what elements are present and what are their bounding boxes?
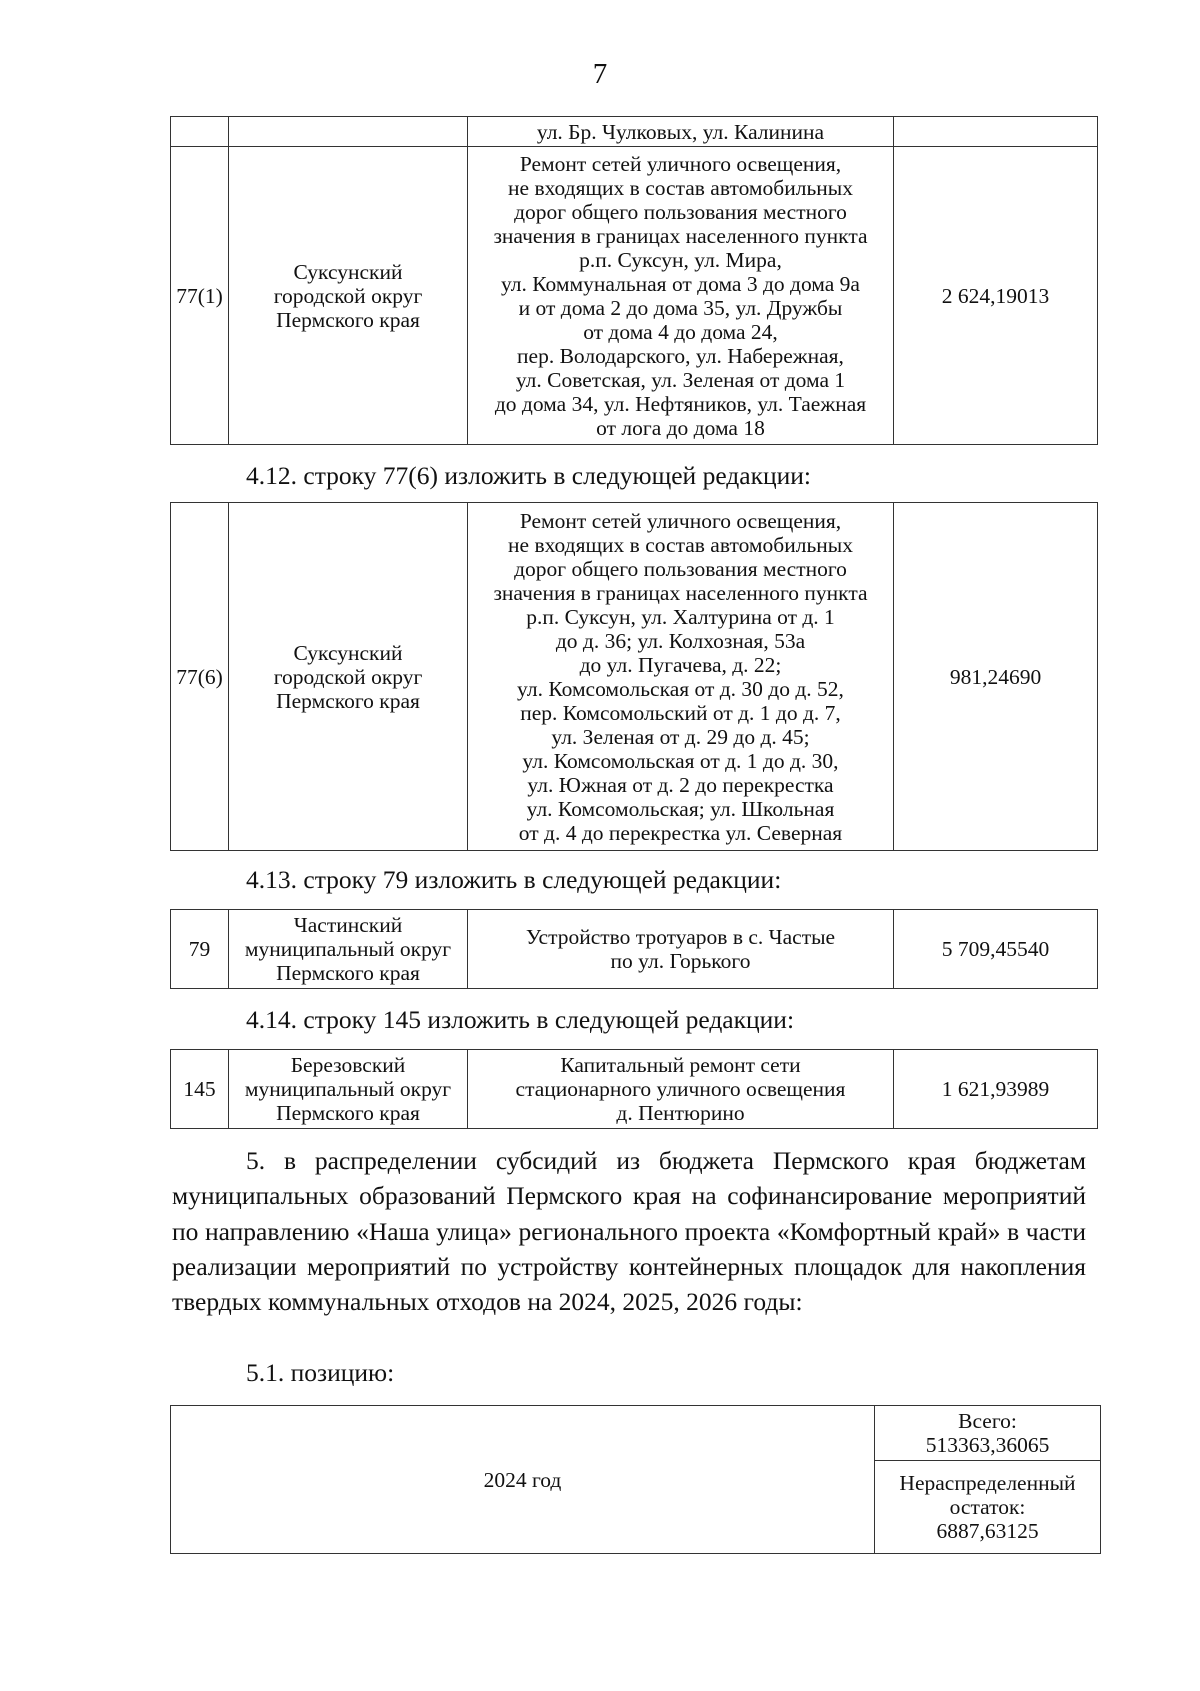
table-row-79 [170,909,1098,989]
table-row [171,910,1098,989]
row-number-cell: 79 [171,910,229,989]
amount-cell: 5 709,45540 [894,910,1098,989]
amount-cell: 1 621,93989 [894,1050,1098,1129]
municipality-cell: Частинский муниципальный округ Пермского края [229,910,468,989]
row-number-cell: 145 [171,1050,229,1129]
table-row-145 [170,1049,1098,1129]
paragraph-5: 5. в распределении субсидий из бюджета Пермского края бюджетам муниципальных образований Пермского края на софинансирование мероприятий по направлению «Наша улица» регионального проекта «Комфортный край» в части реализации мероприятий по устройству контейнерных площадок для накопления твердых коммунальных отходов на 2024, 2025, 2026 годы: [172,1146,1086,1317]
municipality-cell-empty [229,117,468,147]
amount-cell: 981,24690 [894,503,1098,851]
heading-4-13: 4.13. строку 79 изложить в следующей редакции: [246,865,782,894]
table-row [171,503,1098,851]
row-number-cell: 77(1) [171,147,229,445]
description-cell: Ремонт сетей уличного освещения, не входящих в состав автомобильных дорог общего пользования местного значения в границах населенного пункта р.п. Суксун, ул. Мира, ул. Коммунальная от дома 3 до дома 9а и от дома 2 до дома 35, ул. Дружбы от дома 4 до дома 24, пер. Володарского, ул. Набережная, ул. Советская, ул. Зеленая от дома 1 до дома 34, ул. Нефтяников, ул. Таежная от лога до дома 18 [468,147,894,445]
table-row [171,147,1098,445]
page-number: 7 [592,58,608,90]
description-cell: Ремонт сетей уличного освещения, не входящих в состав автомобильных дорог общего пользования местного значения в границах населенного пункта р.п. Суксун, ул. Халтурина от д. 1 до д. 36; ул. Колхозная, 53а до ул. Пугачева, д. 22; ул. Комсомольская от д. 30 до д. 52, пер. Комсомольский от д. 1 до д. 7, ул. Зеленая от д. 29 до д. 45; ул. Комсомольская от д. 1 до д. 30, ул. Южная от д. 2 до перекрестка ул. Комсомольская; ул. Школьная от д. 4 до перекрестка ул. Северная [468,503,894,851]
table-row [171,1406,1101,1461]
num-cell-empty [171,117,229,147]
amount-cell-empty [894,117,1098,147]
municipality-cell: Березовский муниципальный округ Пермского края [229,1050,468,1129]
row-number-cell: 77(6) [171,503,229,851]
description-cell: Капитальный ремонт сети стационарного уличного освещения д. Пентюрино [468,1050,894,1129]
table-row-77-1 [170,116,1098,445]
heading-4-14: 4.14. строку 145 изложить в следующей редакции: [246,1005,795,1034]
remainder-cell: Нераспределенный остаток: 6887,63125 [875,1461,1101,1554]
position-table-2024 [170,1405,1101,1554]
paragraph-5-1: 5.1. позицию: [246,1358,395,1387]
table-row-77-6 [170,502,1098,851]
year-cell: 2024 год [171,1406,875,1554]
heading-4-12: 4.12. строку 77(6) изложить в следующей редакции: [246,461,812,490]
table-row [171,117,1098,147]
amount-cell: 2 624,19013 [894,147,1098,445]
municipality-cell: Суксунский городской округ Пермского края [229,503,468,851]
address-continuation-cell: ул. Бр. Чулковых, ул. Калинина [468,117,894,147]
total-cell: Всего: 513363,36065 [875,1406,1101,1461]
table-row [171,1050,1098,1129]
description-cell: Устройство тротуаров в с. Частые по ул. Горького [468,910,894,989]
municipality-cell: Суксунский городской округ Пермского края [229,147,468,445]
